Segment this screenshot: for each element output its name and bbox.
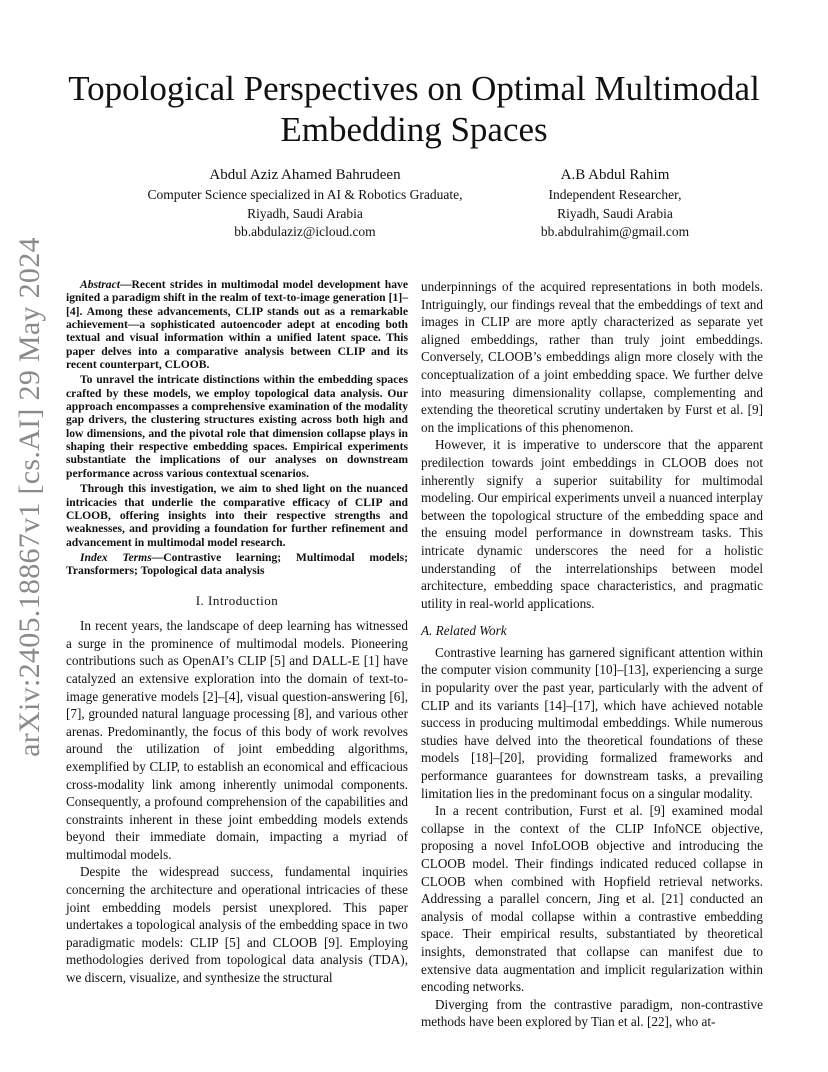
abstract-paragraph-3: Through this investigation, we aim to shed light on the nuanced intricacies that underlie the comparative efficacy of CLIP and CLOOB, offering insights into their respective strengths and weaknesses, and providing a foundation for further refinement and advancement in multimodal model research. — [66, 482, 408, 549]
author-location: Riyadh, Saudi Arabia — [247, 205, 363, 221]
author-location: Riyadh, Saudi Arabia — [557, 205, 673, 221]
body-paragraph: In recent years, the landscape of deep learning has witnessed a surge in the prominence of multimodal models. Pioneering contributions such as OpenAI’s CLIP [5] and DALL-E [1] have catalyzed an extensive exploration into the domain of text-to-image generative models [2]–[4], visual question-answering [6], [7], grounded natural language processing [8], and various other arenas. Predominantly, the focus of this body of work revolves around the utilization of joint embedding algorithms, exemplified by CLIP, to establish an economical and efficacious cross-modality link among inherently unimodal components. Consequently, a profound comprehension of the capabilities and constraints inherent in these joint embedding models extends beyond their immediate domain, impacting a myriad of multimodal models. — [66, 618, 408, 862]
author-name: A.B Abdul Rahim — [560, 167, 670, 183]
body-paragraph: Contrastive learning has garnered significant attention within the computer vision community [10]–[13], experiencing a surge in popularity over the past year, particularly with the advent of CLIP and its variants [14]–[17], which have achieved notable success in producing multimodal embeddings. While numerous studies have delved into the theoretical foundations of these models [18]–[20], providing formalized frameworks and performance guarantees for downstream tasks, a prevailing limitation lies in the predominant focus on a singular modality. — [421, 644, 763, 801]
author-email: bb.abdulaziz@icloud.com — [234, 224, 376, 239]
body-paragraph: underpinnings of the acquired representations in both models. Intriguingly, our findings reveal that the embeddings of text and images in CLIP are more aptly characterized as separate yet aligned embeddings, rather than truly joint embeddings. Conversely, CLOOB’s embeddings align more closely with the conceptualization of a joint embedding space. We further delve into measuring dimensionality collapse, complementing and extending the theoretical scrutiny undertaken by Furst et al. [9] on the implications of this phenomenon. — [421, 279, 763, 435]
index-terms — [66, 551, 408, 578]
left-column — [66, 278, 408, 987]
body-paragraph: Despite the widespread success, fundamental inquiries concerning the architecture and operational intricacies of these joint embedding models persist unexplored. This paper undertakes a topological analysis of the embedding space in two paradigmatic models: CLIP [5] and CLOOB [9]. Employing methodologies derived from topological data analysis (TDA), we discern, visualize, and synthesize the structural — [66, 864, 408, 986]
abstract — [66, 278, 408, 578]
right-column — [421, 278, 763, 1031]
paper-title: Topological Perspectives on Optimal Multimodal Embedding Spaces — [68, 69, 760, 149]
abstract-text-1: —Recent strides in multimodal model development have ignited a paradigm shift in the realm of text-to-image generation [1]–[4]. Among these advancements, CLIP stands out as a remarkable achievement—a sophisticated autoencoder adept at encoding both textual and visual information within a unified latent space. This paper delves into a comparative analysis between CLIP and its recent counterpart, CLOOB. — [66, 278, 408, 372]
index-terms-label: Index Terms — [80, 550, 152, 564]
subsection-heading-related-work: A. Related Work — [421, 623, 507, 639]
author-block-2 — [520, 164, 710, 242]
abstract-label: Abstract — [80, 278, 120, 291]
author-name: Abdul Aziz Ahamed Bahrudeen — [209, 167, 401, 183]
author-affiliation: Independent Researcher, — [548, 187, 682, 202]
abstract-paragraph-1 — [66, 278, 408, 371]
abstract-paragraph-2: To unravel the intricate distinctions within the embedding spaces crafted by these models, we employ topological data analysis. Our approach encompasses a comprehensive examination of the modality gap drivers, the clustering structures existing across both high and low dimensions, and the pivotal role that dimension collapse plays in shaping their respective embedding spaces. Empirical experiments substantiate the implications of our analyses on downstream performance across various contextual scenarios. — [66, 373, 408, 480]
author-block-1 — [110, 164, 500, 242]
body-paragraph: In a recent contribution, Furst et al. [9] examined modal collapse in the context of the CLIP InfoNCE objective, proposing a novel InfoLOOB objective and introducing the CLOOB model. Their findings indicated reduced collapse in CLOOB when combined with Hopfield retrieval networks. Addressing a parallel concern, Jing et al. [21] conducted an analysis of modal collapse within a contrastive embedding space. Their empirical results, substantiated by theoretical insights, demonstrated that collapse can manifest due to extensive data augmentation and implicit regularization within encoding networks. — [421, 803, 763, 995]
body-paragraph: However, it is imperative to underscore that the apparent predilection towards joint embeddings in CLOOB does not inherently signify a superior suitability for multimodal modeling. Our empirical experiments unveil a nuanced interplay between the topological structure of the embedding space and the ensuing model performance in downstream tasks. This intricate dynamic underscores the need for a holistic understanding of the interrelationships between model architecture, embedding space characteristics, and pragmatic utility in real-world applications. — [421, 437, 763, 611]
author-affiliation: Computer Science specialized in AI & Robotics Graduate, — [147, 187, 463, 202]
author-email: bb.abdulrahim@gmail.com — [540, 224, 690, 239]
index-terms-text: —Contrastive learning; Multimodal models; Transformers; Topological data analysis — [66, 550, 408, 578]
arxiv-identifier-stamp: arXiv:2405.18867v1 [cs.AI] 29 May 2024 — [13, 237, 46, 757]
section-heading-introduction: I. Introduction — [195, 592, 279, 608]
body-paragraph: Diverging from the contrastive paradigm, non-contrastive methods have been explored by Tian et al. [22], who at- — [421, 996, 763, 1030]
